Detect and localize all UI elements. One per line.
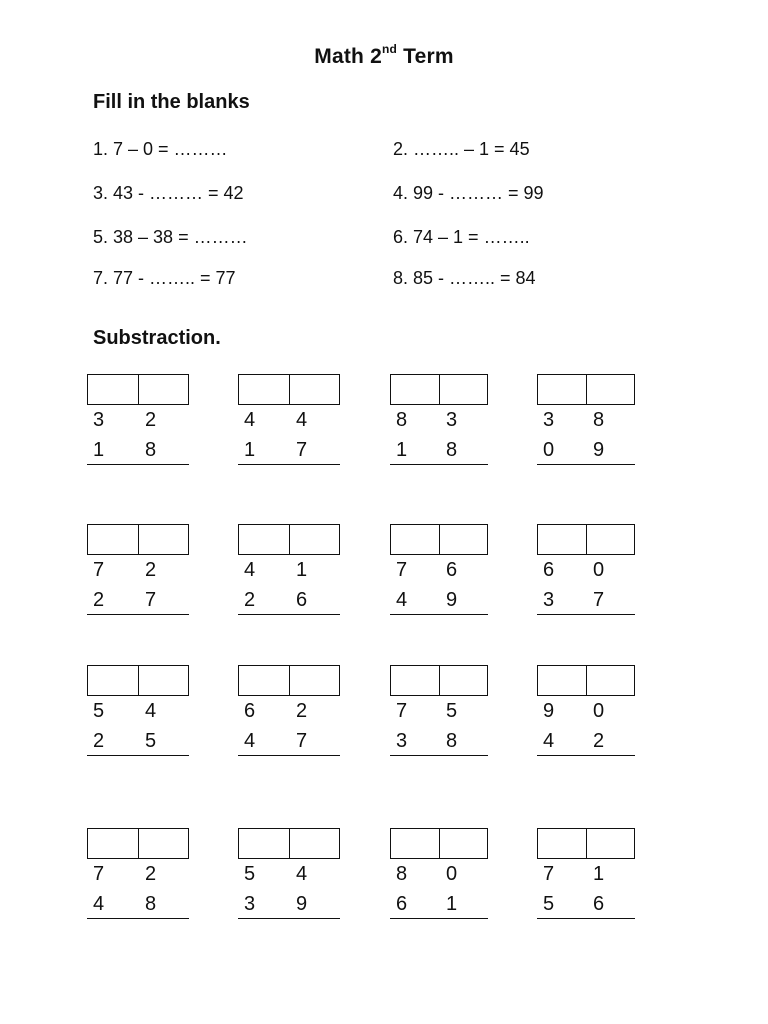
blank-problem-2: 2. …….. – 1 = 45 [393, 139, 530, 159]
answer-tens-box[interactable] [88, 525, 138, 554]
answer-tens-box[interactable] [538, 829, 586, 858]
answer-ones-box[interactable] [138, 525, 189, 554]
minuend [543, 700, 643, 723]
digit: 1 [244, 439, 256, 461]
digit: 1 [446, 893, 458, 915]
subtrahend [244, 893, 348, 916]
subtrahend [93, 439, 197, 462]
digit: 3 [396, 730, 408, 752]
subtraction-heading: Substraction. [93, 327, 221, 349]
blank-problem-4: 4. 99 - ……… = 99 [393, 183, 544, 203]
subtrahend [543, 730, 643, 753]
answer-line [390, 614, 488, 615]
digit: 2 [244, 589, 256, 611]
minuend [93, 409, 197, 432]
answer-boxes[interactable] [238, 524, 340, 555]
subtrahend [543, 893, 643, 916]
subtraction-problem [238, 665, 342, 761]
digit: 6 [593, 893, 605, 915]
subtrahend [396, 439, 496, 462]
digit: 7 [396, 700, 408, 722]
answer-ones-box[interactable] [289, 525, 340, 554]
answer-line [390, 464, 488, 465]
blank-problem-7: 7. 77 - …….. = 77 [93, 268, 236, 288]
digit: 5 [446, 700, 458, 722]
digit: 7 [543, 863, 555, 885]
answer-boxes[interactable] [87, 665, 189, 696]
answer-tens-box[interactable] [239, 525, 289, 554]
answer-boxes[interactable] [238, 828, 340, 859]
minuend [396, 559, 496, 582]
subtraction-problem [390, 828, 494, 924]
answer-boxes[interactable] [390, 524, 488, 555]
digit: 6 [396, 893, 408, 915]
minuend [244, 559, 348, 582]
answer-line [238, 918, 340, 919]
subtraction-problem [87, 665, 191, 761]
minuend [244, 700, 348, 723]
digit: 5 [543, 893, 555, 915]
blank-problem-5: 5. 38 – 38 = ……… [93, 227, 248, 247]
answer-boxes[interactable] [87, 374, 189, 405]
answer-tens-box[interactable] [538, 666, 586, 695]
answer-line [238, 614, 340, 615]
answer-tens-box[interactable] [538, 525, 586, 554]
subtraction-problem [238, 524, 342, 620]
digit: 9 [446, 589, 458, 611]
minuend [396, 863, 496, 886]
answer-ones-box[interactable] [586, 829, 635, 858]
answer-line [537, 464, 635, 465]
digit: 1 [396, 439, 408, 461]
digit: 9 [593, 439, 605, 461]
answer-ones-box[interactable] [289, 666, 340, 695]
answer-line [537, 755, 635, 756]
subtraction-problem [87, 524, 191, 620]
subtrahend [93, 589, 197, 612]
answer-ones-box[interactable] [289, 375, 340, 404]
digit: 8 [396, 409, 408, 431]
blank-problem-3: 3. 43 - ……… = 42 [93, 183, 244, 203]
subtrahend [543, 589, 643, 612]
digit: 4 [543, 730, 555, 752]
digit: 3 [543, 589, 555, 611]
answer-ones-box[interactable] [439, 829, 488, 858]
digit: 6 [446, 559, 458, 581]
digit: 6 [543, 559, 555, 581]
answer-boxes[interactable] [537, 374, 635, 405]
title-superscript: nd [382, 42, 398, 56]
minuend [93, 863, 197, 886]
subtraction-problem [390, 524, 494, 620]
digit: 8 [145, 439, 157, 461]
digit: 7 [296, 730, 308, 752]
answer-boxes[interactable] [390, 374, 488, 405]
digit: 6 [244, 700, 256, 722]
fill-in-blanks-heading: Fill in the blanks [93, 91, 250, 113]
minuend [396, 409, 496, 432]
digit: 2 [593, 730, 605, 752]
subtraction-problem [537, 524, 641, 620]
digit: 3 [244, 893, 256, 915]
answer-boxes[interactable] [238, 665, 340, 696]
digit: 2 [93, 730, 105, 752]
answer-tens-box[interactable] [391, 375, 439, 404]
answer-line [537, 614, 635, 615]
digit: 0 [543, 439, 555, 461]
subtraction-problem [537, 374, 641, 470]
answer-tens-box[interactable] [538, 375, 586, 404]
subtraction-problem [87, 828, 191, 924]
digit: 7 [396, 559, 408, 581]
title-end: Term [397, 45, 454, 68]
answer-boxes[interactable] [87, 524, 189, 555]
answer-ones-box[interactable] [586, 375, 635, 404]
answer-boxes[interactable] [390, 828, 488, 859]
answer-tens-box[interactable] [239, 666, 289, 695]
blank-problem-6: 6. 74 – 1 = …….. [393, 227, 530, 247]
digit: 1 [93, 439, 105, 461]
answer-tens-box[interactable] [391, 666, 439, 695]
answer-line [87, 755, 189, 756]
subtrahend [244, 439, 348, 462]
digit: 7 [145, 589, 157, 611]
answer-tens-box[interactable] [391, 525, 439, 554]
subtraction-problem [238, 828, 342, 924]
minuend [543, 409, 643, 432]
answer-tens-box[interactable] [391, 829, 439, 858]
answer-boxes[interactable] [390, 665, 488, 696]
answer-boxes[interactable] [238, 374, 340, 405]
answer-line [238, 755, 340, 756]
blank-problem-8: 8. 85 - …….. = 84 [393, 268, 536, 288]
subtrahend [244, 730, 348, 753]
digit: 6 [296, 589, 308, 611]
digit: 8 [145, 893, 157, 915]
answer-ones-box[interactable] [138, 666, 189, 695]
digit: 2 [145, 863, 157, 885]
answer-tens-box[interactable] [239, 829, 289, 858]
answer-line [390, 755, 488, 756]
digit: 3 [543, 409, 555, 431]
title-main: Math 2 [314, 45, 382, 68]
digit: 2 [145, 409, 157, 431]
digit: 0 [593, 700, 605, 722]
subtrahend [93, 730, 197, 753]
answer-line [87, 614, 189, 615]
digit: 3 [446, 409, 458, 431]
digit: 8 [446, 730, 458, 752]
digit: 8 [446, 439, 458, 461]
answer-line [87, 464, 189, 465]
digit: 4 [145, 700, 157, 722]
digit: 4 [296, 863, 308, 885]
digit: 0 [593, 559, 605, 581]
digit: 4 [244, 559, 256, 581]
subtrahend [396, 730, 496, 753]
answer-tens-box[interactable] [88, 666, 138, 695]
worksheet-title [0, 44, 768, 69]
minuend [93, 700, 197, 723]
answer-boxes[interactable] [537, 665, 635, 696]
digit: 4 [296, 409, 308, 431]
answer-tens-box[interactable] [88, 375, 138, 404]
subtrahend [543, 439, 643, 462]
digit: 9 [296, 893, 308, 915]
answer-tens-box[interactable] [88, 829, 138, 858]
answer-tens-box[interactable] [239, 375, 289, 404]
answer-boxes[interactable] [537, 524, 635, 555]
minuend [93, 559, 197, 582]
answer-boxes[interactable] [537, 828, 635, 859]
subtraction-problem [238, 374, 342, 470]
digit: 5 [244, 863, 256, 885]
digit: 7 [93, 559, 105, 581]
minuend [543, 559, 643, 582]
digit: 8 [593, 409, 605, 431]
minuend [396, 700, 496, 723]
answer-line [390, 918, 488, 919]
digit: 3 [93, 409, 105, 431]
subtraction-problem [390, 374, 494, 470]
answer-ones-box[interactable] [439, 525, 488, 554]
answer-boxes[interactable] [87, 828, 189, 859]
digit: 5 [93, 700, 105, 722]
answer-ones-box[interactable] [138, 829, 189, 858]
digit: 4 [244, 730, 256, 752]
subtrahend [396, 893, 496, 916]
minuend [244, 863, 348, 886]
subtrahend [93, 893, 197, 916]
digit: 7 [93, 863, 105, 885]
digit: 4 [244, 409, 256, 431]
digit: 2 [296, 700, 308, 722]
digit: 1 [593, 863, 605, 885]
digit: 1 [296, 559, 308, 581]
blank-problem-1: 1. 7 – 0 = ……… [93, 139, 228, 159]
digit: 9 [543, 700, 555, 722]
answer-ones-box[interactable] [586, 525, 635, 554]
answer-ones-box[interactable] [439, 666, 488, 695]
answer-ones-box[interactable] [439, 375, 488, 404]
digit: 8 [396, 863, 408, 885]
subtrahend [244, 589, 348, 612]
digit: 2 [93, 589, 105, 611]
digit: 2 [145, 559, 157, 581]
answer-line [537, 918, 635, 919]
answer-ones-box[interactable] [289, 829, 340, 858]
subtraction-problem [537, 665, 641, 761]
answer-line [87, 918, 189, 919]
minuend [543, 863, 643, 886]
digit: 4 [93, 893, 105, 915]
digit: 5 [145, 730, 157, 752]
subtrahend [396, 589, 496, 612]
digit: 4 [396, 589, 408, 611]
digit: 7 [593, 589, 605, 611]
answer-ones-box[interactable] [138, 375, 189, 404]
subtraction-problem [87, 374, 191, 470]
digit: 7 [296, 439, 308, 461]
digit: 0 [446, 863, 458, 885]
subtraction-problem [537, 828, 641, 924]
answer-line [238, 464, 340, 465]
subtraction-problem [390, 665, 494, 761]
answer-ones-box[interactable] [586, 666, 635, 695]
minuend [244, 409, 348, 432]
